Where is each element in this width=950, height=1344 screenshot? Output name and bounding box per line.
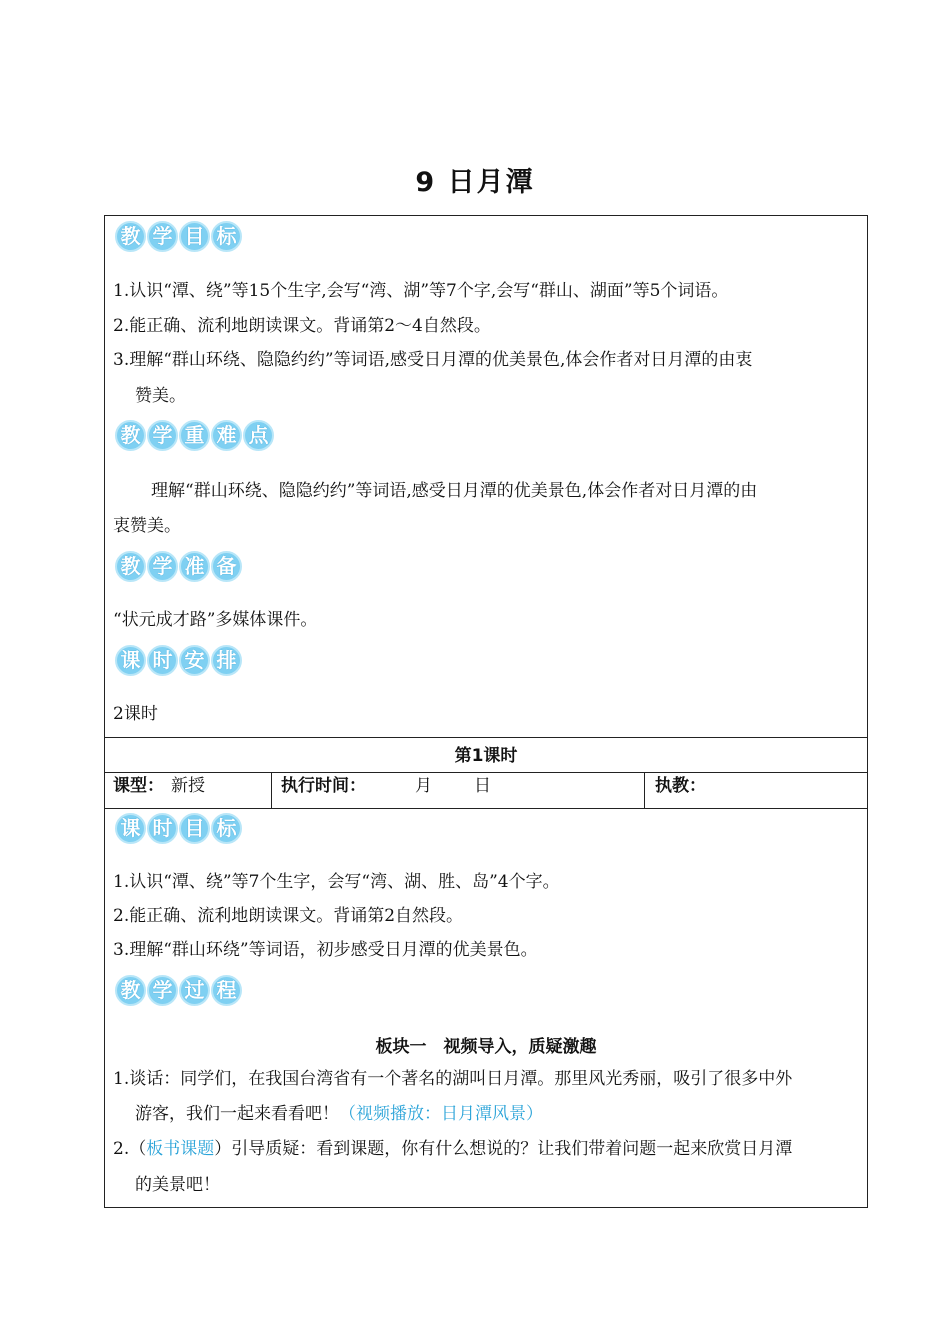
badge-schedule [115,645,242,676]
divider [271,772,272,808]
schedule-text: 2课时 [113,704,158,724]
goal-item-2: 2.能正确、流利地朗读课文。背诵第2～4自然段。 [113,316,491,336]
badge-char: 过 [179,975,210,1006]
process-item-1-cont [135,1103,859,1125]
badge-char: 学 [147,975,178,1006]
execution-day: 日 [474,776,491,796]
process-item-2-cont: 的美景吧！ [135,1175,220,1195]
badge-char: 学 [147,420,178,451]
lesson-goal-2: 2.能正确、流利地朗读课文。背诵第2自然段。 [113,906,464,926]
badge-char: 安 [179,645,210,676]
badge-char: 课 [115,813,146,844]
badge-lesson-goals [115,813,242,844]
badge-key-points [115,420,274,451]
divider [105,772,867,773]
badge-char: 排 [211,645,242,676]
badge-char: 备 [211,551,242,582]
badge-char: 教 [115,420,146,451]
badge-preparation [115,551,242,582]
badge-char: 课 [115,645,146,676]
process-item-2-text: ）引导质疑：看到课题，你有什么想说的？让我们带着问题一起来欣赏日月潭 [214,1139,793,1159]
badge-teaching-goals [115,221,242,252]
execution-month: 月 [415,776,432,796]
divider [105,808,867,809]
page-title: 9 日月潭 [415,167,535,198]
goal-item-3-cont: 赞美。 [135,386,186,406]
badge-char: 难 [211,420,242,451]
badge-char: 教 [115,551,146,582]
lesson-type-label: 课型： [113,776,164,796]
badge-char: 时 [147,813,178,844]
badge-char: 标 [211,813,242,844]
process-item-2 [113,1138,859,1160]
badge-char: 标 [211,221,242,252]
preparation-text: “状元成才路”多媒体课件。 [113,610,318,630]
badge-char: 目 [179,221,210,252]
badge-char: 时 [147,645,178,676]
keypoints-line-1: 理解“群山环绕、隐隐约约”等词语,感受日月潭的优美景色,体会作者对日月潭的由 [151,481,758,501]
lesson-heading: 第1课时 [454,746,518,766]
badge-char: 学 [147,551,178,582]
badge-char: 程 [211,975,242,1006]
process-item-1-text: 游客，我们一起来看看吧！ [135,1104,339,1124]
process-item-2-prefix: 2.（ [113,1139,147,1159]
badge-char: 目 [179,813,210,844]
badge-char: 准 [179,551,210,582]
lesson-plan-table [104,215,868,1208]
goal-item-3: 3.理解“群山环绕、隐隐约约”等词语,感受日月潭的优美景色,体会作者对日月潭的由衷 [113,350,753,370]
badge-char: 教 [115,975,146,1006]
board-note: 板书课题 [146,1139,215,1159]
divider [644,772,645,808]
badge-teaching-process [115,975,242,1006]
badge-char: 学 [147,221,178,252]
badge-char: 教 [115,221,146,252]
execution-time-label: 执行时间： [281,776,366,796]
process-item-1: 1.谈话：同学们，在我国台湾省有一个著名的湖叫日月潭。那里风光秀丽，吸引了很多中外 [113,1069,793,1089]
badge-char: 点 [243,420,274,451]
video-note: （视频播放：日月潭风景） [339,1104,543,1124]
badge-char: 重 [179,420,210,451]
divider [105,737,867,738]
lesson-type-value: 新授 [171,776,205,796]
teacher-label: 执教： [655,776,706,796]
lesson-goal-1: 1.认识“潭、绕”等7个生字，会写“湾、湖、胜、岛”4个字。 [113,872,560,892]
goal-item-1: 1.认识“潭、绕”等15个生字,会写“湾、湖”等7个字,会写“群山、湖面”等5个词语。 [113,281,729,301]
keypoints-line-2: 衷赞美。 [113,516,181,536]
block-title: 板块一 视频导入，质疑激趣 [375,1037,597,1057]
lesson-goal-3: 3.理解“群山环绕”等词语，初步感受日月潭的优美景色。 [113,940,538,960]
